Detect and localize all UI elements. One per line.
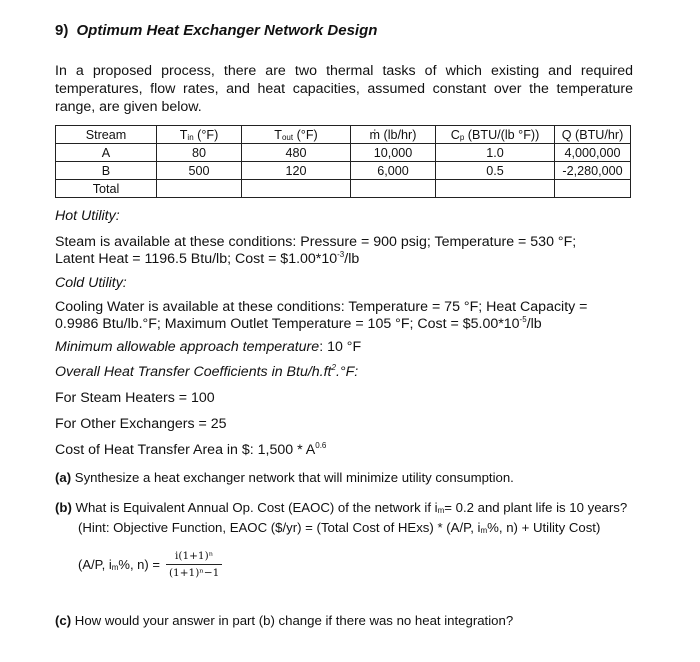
cell-mdot: 6,000	[351, 162, 436, 180]
header-mdot: ṁ (lb/hr)	[351, 126, 436, 144]
table-header-row	[56, 126, 631, 144]
cell-empty	[157, 180, 242, 198]
area-cost: Cost of Heat Transfer Area in $: $1,500 * A^{0.6}$	[55, 441, 327, 458]
cell-empty	[242, 180, 351, 198]
problem-intro: In a proposed process, there are two thermal tasks of which existing and required temperatures, flow rates, and heat capacities, assumed constant over the temperature range, are given below.	[55, 63, 633, 115]
problem-number: 9)	[55, 22, 69, 39]
part-b-hint: (Hint: Objective Function, EAOC ($/yr) = (Total Cost of HExs) * (A/P, im%, n) + Utility Cost)	[78, 520, 601, 535]
hot-utility-heading: Hot Utility:	[55, 208, 120, 224]
cold-utility-line2: 0.9986 Btu/lb.°F; Maximum Outlet Temperature = 105 °F; Cost = $\$5.00*10^{-5}/lb$	[55, 315, 542, 332]
table-row	[56, 162, 631, 180]
steam-heater-coefficient: For Steam Heaters = 100	[55, 390, 215, 406]
cell-q: -2,280,000	[555, 162, 631, 180]
approach-temperature: Minimum allowable approach temperature: 10 °F	[55, 339, 362, 355]
stream-data-table	[55, 125, 631, 198]
cell-tout: 480	[242, 144, 351, 162]
part-b: (b) What is Equivalent Annual Op. Cost (EAOC) of the network if im= 0.2 and plant life is 10 years?	[55, 500, 628, 515]
header-cp: Cp (BTU/(lb °F))	[436, 126, 555, 144]
problem-title	[55, 22, 377, 39]
cell-tin: 80	[157, 144, 242, 162]
cell-cp: 1.0	[436, 144, 555, 162]
table-total-row	[56, 180, 631, 198]
problem-title-text: Optimum Heat Exchanger Network Design	[76, 22, 378, 39]
header-stream: Stream	[56, 126, 157, 144]
header-tin: Tin (°F)	[157, 126, 242, 144]
cold-utility-line1: Cooling Water is available at these conditions: Temperature = 75 °F; Heat Capacity =	[55, 299, 588, 315]
cell-q: 4,000,000	[555, 144, 631, 162]
hot-utility-line2: Latent Heat = 1196.5 Btu/lb; Cost = $\$1.00*10^{-3}/lb$	[55, 250, 360, 267]
part-c: (c) How would your answer in part (b) change if there was no heat integration?	[55, 613, 514, 628]
other-exchanger-coefficient: For Other Exchangers = 25	[55, 416, 227, 432]
cell-cp: 0.5	[436, 162, 555, 180]
formula-denominator: (1+1)ⁿ−1	[166, 564, 222, 579]
cell-mdot: 10,000	[351, 144, 436, 162]
formula-numerator: i(1+1)ⁿ	[174, 550, 214, 562]
cell-stream: B	[56, 162, 157, 180]
cell-stream: A	[56, 144, 157, 162]
header-tout: Tout (°F)	[242, 126, 351, 144]
formula-lhs: (A/P, im%, n) =	[78, 557, 160, 572]
annuity-formula	[78, 550, 222, 579]
cell-tin: 500	[157, 162, 242, 180]
header-q: Q (BTU/hr)	[555, 126, 631, 144]
formula-fraction	[166, 550, 222, 579]
cell-total-label: Total	[56, 180, 157, 198]
cell-empty	[351, 180, 436, 198]
coefficients-heading: Overall Heat Transfer Coefficients in Btu/$h.ft^2.^\circ F$:	[55, 363, 359, 380]
cell-tout: 120	[242, 162, 351, 180]
table-row	[56, 144, 631, 162]
part-a: (a) Synthesize a heat exchanger network that will minimize utility consumption.	[55, 470, 514, 485]
cell-empty	[555, 180, 631, 198]
hot-utility-line1: Steam is available at these conditions: Pressure = 900 psig; Temperature = 530 °F;	[55, 234, 577, 250]
cell-empty	[436, 180, 555, 198]
cold-utility-heading: Cold Utility:	[55, 275, 127, 291]
